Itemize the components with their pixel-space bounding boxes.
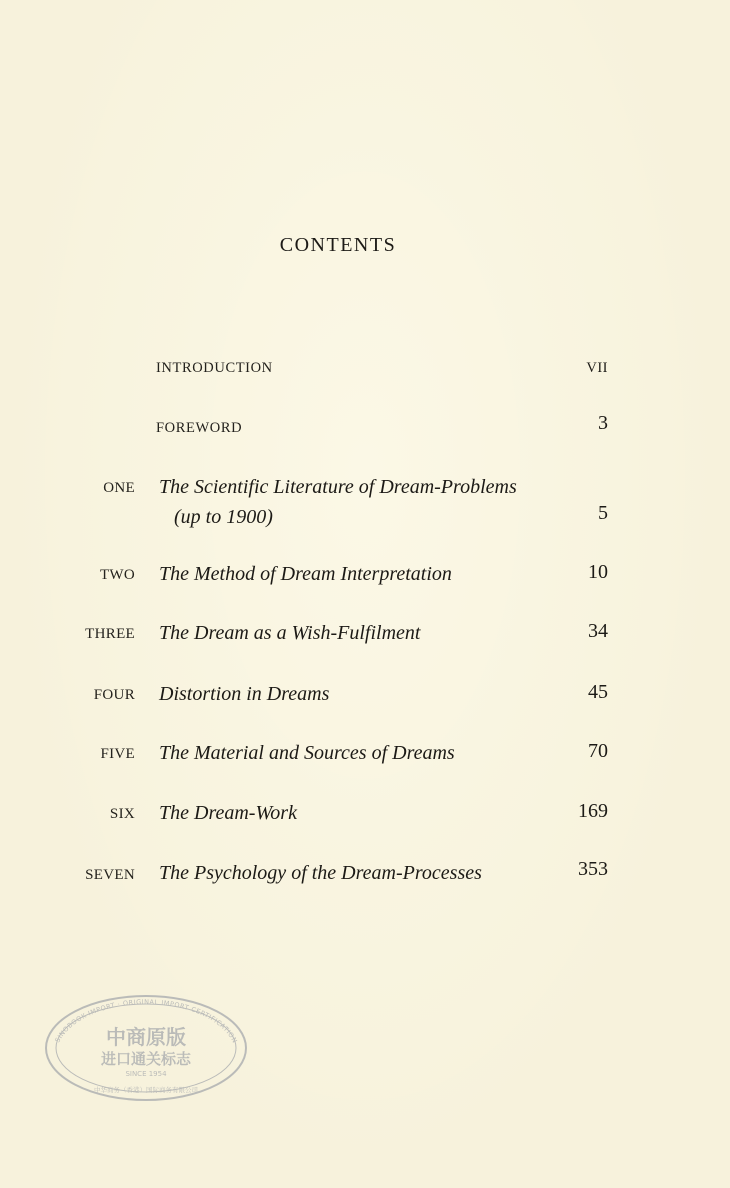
chapter-title: The Scientific Literature of Dream-Problems — [159, 476, 517, 498]
chapter-title: The Dream as a Wish-Fulfilment — [159, 622, 421, 644]
contents-heading: CONTENTS — [279, 234, 397, 256]
chapter-number: FOUR — [93, 687, 135, 703]
chapter-title: The Material and Sources of Dreams — [159, 742, 455, 764]
chapter-title: Distortion in Dreams — [159, 683, 330, 705]
import-certification-seal — [42, 990, 250, 1102]
seal-bottom-text: 中华商务（香港）国际商务有限公司 — [94, 1086, 198, 1094]
chapter-number: THREE — [85, 626, 135, 642]
chapter-number: SIX — [109, 806, 135, 822]
entry-page-number: VII — [586, 360, 608, 376]
entry-label: INTRODUCTION — [156, 360, 273, 376]
entry-page-number: 169 — [578, 800, 608, 822]
entry-page-number: 45 — [588, 681, 608, 703]
entry-page-number: 10 — [588, 561, 608, 583]
chapter-title: The Dream-Work — [159, 802, 297, 824]
entry-page-number: 70 — [588, 740, 608, 762]
chapter-number: SEVEN — [85, 867, 135, 883]
entry-page-number: 353 — [578, 858, 608, 880]
seal-ring-text: SINOBOOK IMPORT · ORIGINAL IMPORT CERTIFICATION — [53, 997, 239, 1045]
chapter-number: TWO — [99, 567, 135, 583]
entry-label: FOREWORD — [156, 420, 243, 436]
chapter-title: The Method of Dream Interpretation — [159, 563, 452, 585]
chapter-title: The Psychology of the Dream-Processes — [159, 862, 482, 884]
entry-page-number: 3 — [598, 412, 608, 434]
chapter-number: FIVE — [100, 746, 135, 762]
seal-main-text: 中商原版 — [106, 1025, 186, 1049]
seal-year-text: SINCE 1954 — [125, 1070, 167, 1078]
entry-page-number: 5 — [598, 502, 608, 524]
chapter-title-continued: (up to 1900) — [174, 506, 273, 528]
seal-sub-text: 进口通关标志 — [100, 1050, 192, 1068]
chapter-number: ONE — [103, 480, 135, 496]
entry-page-number: 34 — [588, 620, 608, 642]
